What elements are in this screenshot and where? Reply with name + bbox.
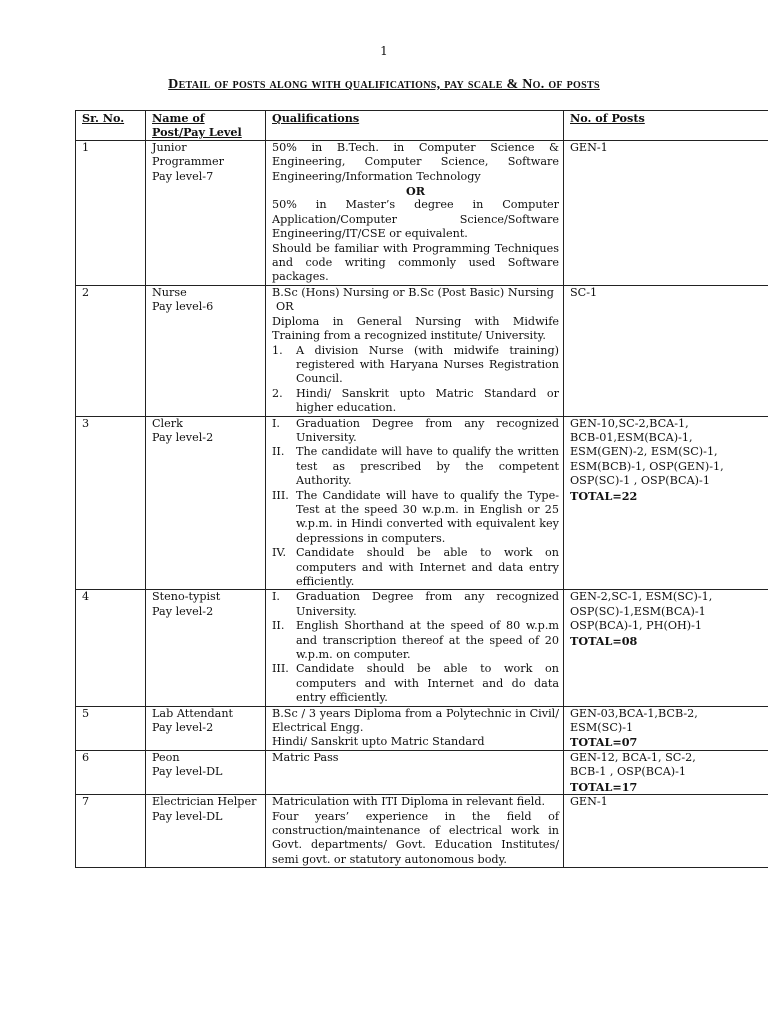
qualification-list (272, 417, 559, 590)
no-of-posts-cell (564, 590, 768, 706)
item-text: Graduation Degree from any recognized University. (296, 590, 559, 618)
pay-level: Pay level-DL (152, 765, 223, 779)
no-of-posts-cell (564, 140, 768, 285)
qualification-item (272, 619, 559, 662)
item-number: III. (272, 488, 289, 502)
header-qualifications: Qualifications (266, 111, 564, 141)
posts-line: ESM(GEN)-2, ESM(SC)-1, (570, 445, 718, 459)
sr-no-cell: 7 (76, 795, 146, 868)
qualification-item (272, 662, 559, 705)
qualifications-cell (266, 140, 564, 285)
posts-total: TOTAL=07 (570, 735, 638, 750)
pay-level: Pay level-2 (152, 721, 214, 735)
post-name-cell (146, 140, 266, 285)
qualification-text: Matric Pass (272, 750, 339, 764)
posts-line: OSP(SC)-1 , OSP(BCA)-1 (570, 474, 710, 488)
sr-no-cell: 3 (76, 416, 146, 590)
qualification-item (272, 546, 559, 589)
table-row (76, 140, 768, 285)
sr-no-cell: 5 (76, 706, 146, 750)
page-number: 1 (380, 44, 388, 58)
posts-line: GEN-03,BCA-1,BCB-2, (570, 706, 698, 720)
qualification-item (272, 590, 559, 619)
header-name-of-post: Name of Post/Pay Level (146, 111, 266, 141)
post-name: Clerk (152, 416, 183, 430)
post-name: Nurse (152, 285, 187, 299)
post-name: Peon (152, 750, 180, 764)
pay-level: Pay level-7 (152, 169, 214, 183)
post-name-cell (146, 706, 266, 750)
posts-line: OSP(BCA)-1, PH(OH)-1 (570, 619, 703, 633)
item-text: Candidate should be able to work on computers and with Internet and data entry efficiently. (296, 546, 559, 588)
or-separator: OR (405, 184, 426, 199)
no-of-posts-cell (564, 795, 768, 868)
table-row (76, 750, 768, 794)
item-text: Candidate should be able to work on computers and with Internet and do data entry efficiently. (296, 662, 559, 705)
posts-line: ESM(SC)-1 (570, 721, 634, 735)
item-text: The candidate will have to qualify the written test as prescribed by the competent Authority. (296, 445, 559, 488)
pay-level: Pay level-2 (152, 604, 214, 618)
qualification-item (272, 387, 559, 416)
no-of-posts-cell (564, 416, 768, 590)
post-name: Steno-typist (152, 590, 221, 604)
table-row (76, 285, 768, 416)
qualification-item (272, 445, 559, 488)
posts-total: TOTAL=17 (570, 779, 638, 794)
post-name: Junior Programmer (152, 140, 224, 169)
qualifications-cell (266, 750, 564, 794)
item-number: III. (272, 662, 289, 676)
or-separator: OR (276, 300, 294, 314)
qualification-item (272, 344, 559, 387)
item-number: I. (272, 590, 280, 604)
qualifications-cell (266, 590, 564, 706)
post-name: Electrician Helper (152, 795, 257, 809)
item-text: A division Nurse (with midwife training) registered with Haryana Nurses Registration Council. (296, 343, 559, 386)
post-name-cell (146, 750, 266, 794)
item-number: IV. (272, 546, 287, 560)
pay-level: Pay level-2 (152, 430, 214, 444)
table-row (76, 416, 768, 590)
sr-no-cell: 6 (76, 750, 146, 794)
sr-no-cell: 4 (76, 590, 146, 706)
item-number: 1. (272, 343, 283, 357)
qualification-list (272, 344, 559, 416)
item-number: I. (272, 416, 280, 430)
item-text: English Shorthand at the speed of 80 w.p.m and transcription thereof at the speed of 20 w.p.m. on computer. (296, 619, 559, 662)
qualification-text: Four years’ experience in the field of construction/maintenance of electrical work in Govt. departments/ Govt. Education Institutes/ semi govt. or statutory autonomous body. (272, 809, 559, 866)
header-no-of-posts: No. of Posts (564, 111, 768, 141)
no-of-posts-cell (564, 285, 768, 416)
qualification-text: Hindi/ Sanskrit upto Matric Standard (272, 735, 485, 749)
item-number: II. (272, 445, 285, 459)
qualification-text: Should be familiar with Programming Techniques and code writing commonly used Software packages. (272, 241, 559, 284)
table-header-row (76, 111, 768, 141)
pay-level: Pay level-6 (152, 300, 214, 314)
qualifications-cell (266, 795, 564, 868)
pay-level: Pay level-DL (152, 809, 223, 823)
posts-line: SC-1 (570, 285, 598, 299)
posts-line: GEN-1 (570, 140, 608, 154)
post-name: Lab Attendant (152, 706, 234, 720)
item-number: II. (272, 619, 285, 633)
table-row (76, 590, 768, 706)
item-text: Graduation Degree from any recognized University. (296, 416, 559, 444)
header-sr-no: Sr. No. (76, 111, 146, 141)
table-row (76, 795, 768, 868)
qualification-text: B.Sc (Hons) Nursing or B.Sc (Post Basic) Nursing (272, 285, 554, 299)
posts-table (75, 110, 768, 868)
posts-line: GEN-2,SC-1, ESM(SC)-1, (570, 590, 713, 604)
posts-total: TOTAL=22 (570, 488, 638, 503)
posts-line: BCB-1 , OSP(BCA)-1 (570, 765, 687, 779)
posts-line: GEN-12, BCA-1, SC-2, (570, 750, 696, 764)
posts-line: GEN-1 (570, 795, 608, 809)
posts-total: TOTAL=08 (570, 633, 638, 648)
qualification-text: 50% in B.Tech. in Computer Science & Engineering, Computer Science, Software Engineering/Information Technology (272, 140, 559, 183)
post-name-cell (146, 795, 266, 868)
post-name-cell (146, 285, 266, 416)
item-number: 2. (272, 386, 283, 400)
qualifications-cell (266, 706, 564, 750)
post-name-cell (146, 590, 266, 706)
qualifications-cell (266, 416, 564, 590)
qualification-text: Diploma in General Nursing with Midwife Training from a recognized institute/ University. (272, 314, 559, 343)
posts-line: GEN-10,SC-2,BCA-1, (570, 416, 689, 430)
qualification-item (272, 489, 559, 547)
qualifications-cell (266, 285, 564, 416)
qualification-list (272, 590, 559, 705)
sr-no-cell: 1 (76, 140, 146, 285)
document-title: Detail of posts along with qualifications, pay scale & No. of posts (168, 77, 600, 92)
posts-line: ESM(BCB)-1, OSP(GEN)-1, (570, 459, 724, 473)
sr-no-cell: 2 (76, 285, 146, 416)
no-of-posts-cell (564, 706, 768, 750)
qualification-text: B.Sc / 3 years Diploma from a Polytechnic in Civil/ Electrical Engg. (272, 706, 559, 735)
post-name-cell (146, 416, 266, 590)
qualification-text: Matriculation with ITI Diploma in relevant field. (272, 795, 546, 809)
qualification-text: 50% in Master’s degree in Computer Application/Computer Science/Software Engineering/IT/CSE or equivalent. (272, 198, 559, 241)
no-of-posts-cell (564, 750, 768, 794)
item-text: The Candidate will have to qualify the Type-Test at the speed 30 w.p.m. in English or 25 w.p.m. in Hindi converted with equivalent key depressions in computers. (296, 488, 559, 545)
posts-line: BCB-01,ESM(BCA)-1, (570, 430, 693, 444)
table-row (76, 706, 768, 750)
item-text: Hindi/ Sanskrit upto Matric Standard or higher education. (296, 386, 559, 415)
qualification-item (272, 417, 559, 446)
posts-line: OSP(SC)-1,ESM(BCA)-1 (570, 604, 706, 618)
